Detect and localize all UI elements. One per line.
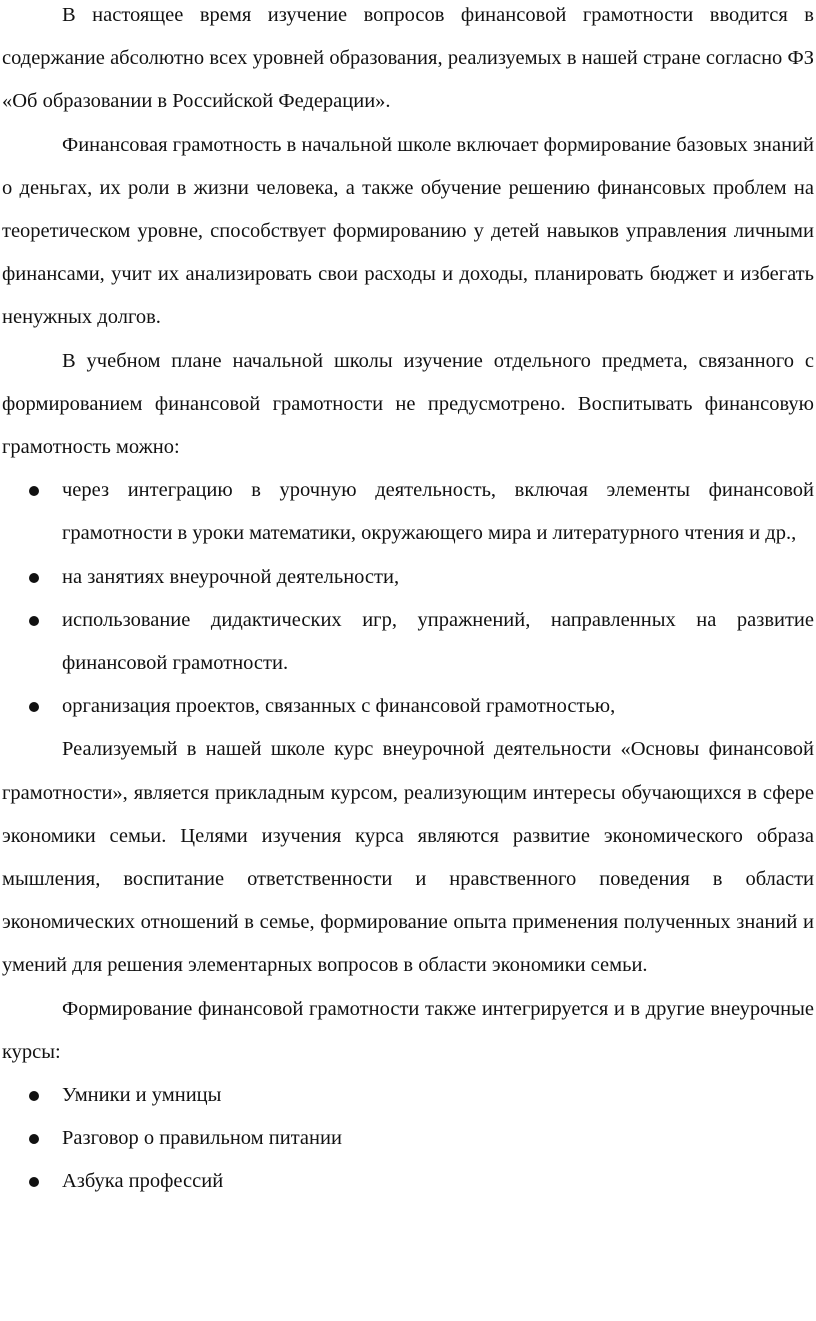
methods-list bbox=[2, 469, 814, 728]
list-item bbox=[2, 469, 814, 555]
list-item-text: Умники и умницы bbox=[62, 1084, 222, 1107]
paragraph-financial-literacy: Финансовая грамотность в начальной школе включает формирование базовых знаний о деньгах, их роли в жизни человека, а также обучение решению финансовых проблем на теоретическом уровне, способствует формированию у детей навыков управления личными финансами, учит их анализировать свои расходы и доходы, планировать бюджет и избегать ненужных долгов. bbox=[2, 133, 814, 329]
bullet-icon bbox=[29, 1091, 39, 1101]
paragraph-integration: Формирование финансовой грамотности также интегрируется и в другие внеурочные курсы: bbox=[2, 997, 814, 1063]
list-item-text: организация проектов, связанных с финансовой грамотностью, bbox=[62, 695, 616, 718]
list-item bbox=[2, 599, 814, 685]
bullet-icon bbox=[29, 702, 39, 712]
list-item-text: через интеграцию в урочную деятельность, включая элементы финансовой грамотности в уроки математики, окружающего мира и литературного чтения и др., bbox=[62, 479, 814, 545]
paragraph-intro: В настоящее время изучение вопросов финансовой грамотности вводится в содержание абсолютно всех уровней образования, реализуемых в нашей стране согласно ФЗ «Об образовании в Российской Федерации». bbox=[2, 4, 814, 113]
bullet-icon bbox=[29, 1134, 39, 1144]
list-item bbox=[2, 556, 814, 599]
bullet-icon bbox=[29, 486, 39, 496]
paragraph-course: Реализуемый в нашей школе курс внеурочной деятельности «Основы финансовой грамотности», является прикладным курсом, реализующим интересы обучающихся в сфере экономики семьи. Целями изучения курса являются развитие экономического образа мышления, воспитание ответственности и нравственного поведения в области экономических отношений в семье, формирование опыта применения полученных знаний и умений для решения элементарных вопросов в области экономики семьи. bbox=[2, 738, 814, 977]
bullet-icon bbox=[29, 573, 39, 583]
courses-list bbox=[2, 1074, 814, 1204]
list-item bbox=[2, 1160, 814, 1203]
list-item-text: Азбука профессий bbox=[62, 1170, 224, 1193]
paragraph-curriculum: В учебном плане начальной школы изучение отдельного предмета, связанного с формированием финансовой грамотности не предусмотрено. Воспитывать финансовую грамотность можно: bbox=[2, 349, 814, 459]
list-item bbox=[2, 1074, 814, 1117]
list-item-text: Разговор о правильном питании bbox=[62, 1127, 342, 1150]
list-item bbox=[2, 1117, 814, 1160]
list-item bbox=[2, 685, 814, 728]
bullet-icon bbox=[29, 1177, 39, 1187]
list-item-text: использование дидактических игр, упражнений, направленных на развитие финансовой грамотности. bbox=[62, 608, 814, 675]
bullet-icon bbox=[29, 616, 39, 626]
list-item-text: на занятиях внеурочной деятельности, bbox=[62, 565, 400, 588]
